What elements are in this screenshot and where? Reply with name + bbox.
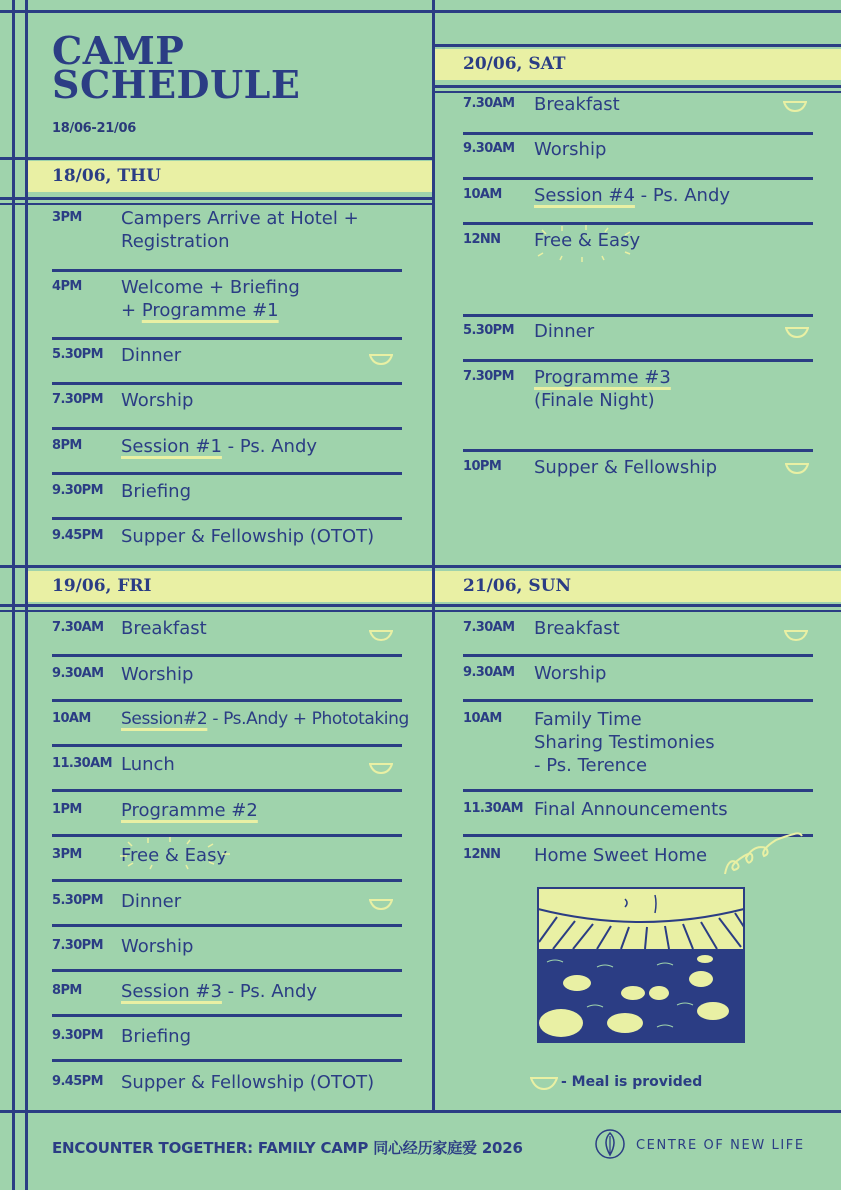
- event: Session #3 - Ps. Andy: [121, 981, 318, 1002]
- event: Worship: [121, 390, 194, 411]
- page-title: CAMP SCHEDULE: [52, 28, 301, 107]
- grid-line: [0, 610, 841, 612]
- row-separator: [52, 269, 402, 272]
- event: Supper & Fellowship: [534, 457, 718, 478]
- event: Briefing: [121, 1026, 191, 1047]
- row-separator: [52, 382, 402, 385]
- event: Session #4 - Ps. Andy: [534, 185, 731, 206]
- time: 9.30PM: [52, 483, 103, 498]
- bowl-icon: [369, 629, 393, 641]
- event: Session#2 - Ps.Andy + Phototaking: [121, 709, 409, 729]
- grid-line: [0, 157, 432, 160]
- time: 10AM: [52, 711, 91, 726]
- grid-line: [0, 203, 432, 205]
- row-separator: [463, 789, 813, 792]
- grid-line: [0, 10, 841, 13]
- time: 12NN: [463, 232, 501, 247]
- time: 9.30AM: [52, 666, 104, 681]
- bowl-icon: [530, 1076, 558, 1090]
- time: 4PM: [52, 279, 82, 294]
- row-separator: [52, 654, 402, 657]
- time: 5.30PM: [52, 347, 103, 362]
- time: 10AM: [463, 187, 502, 202]
- time: 5.30PM: [52, 893, 103, 908]
- time: 8PM: [52, 438, 82, 453]
- event: Worship: [121, 664, 194, 685]
- time: 9.45PM: [52, 528, 103, 543]
- time: 10AM: [463, 711, 502, 726]
- event: Supper & Fellowship (OTOT): [121, 1072, 375, 1093]
- row-separator: [52, 789, 402, 792]
- event: Lunch: [121, 754, 175, 775]
- sparkle-icon: [118, 834, 233, 872]
- row-separator: [463, 132, 813, 135]
- event: Session #1 - Ps. Andy: [121, 436, 318, 457]
- day-label-sat: 20/06, SAT: [463, 54, 566, 74]
- event: Home Sweet Home: [534, 845, 708, 866]
- time: 11.30AM: [52, 756, 112, 771]
- grid-line: [435, 44, 841, 47]
- row-separator: [52, 969, 402, 972]
- event: Welcome + Briefing + Programme #1: [121, 277, 300, 321]
- row-separator: [463, 654, 813, 657]
- meal-legend: - Meal is provided: [561, 1074, 703, 1090]
- row-separator: [52, 879, 402, 882]
- event: Supper & Fellowship (OTOT): [121, 526, 375, 547]
- event: Breakfast: [534, 94, 620, 115]
- day-label-sun: 21/06, SUN: [463, 576, 572, 596]
- sunrise-illustration: [537, 887, 745, 1043]
- row-separator: [52, 337, 402, 340]
- leaf-logo-icon: [594, 1128, 626, 1160]
- day-label-fri: 19/06, FRI: [52, 576, 152, 596]
- event: Dinner: [121, 345, 182, 366]
- grid-line: [0, 565, 841, 568]
- time: 3PM: [52, 847, 82, 862]
- time: 9.45PM: [52, 1074, 103, 1089]
- time: 7.30PM: [463, 369, 514, 384]
- grid-line: [0, 604, 841, 607]
- time: 10PM: [463, 459, 502, 474]
- bowl-icon: [783, 100, 807, 112]
- row-separator: [463, 177, 813, 180]
- time: 7.30AM: [463, 620, 515, 635]
- event: Breakfast: [534, 618, 620, 639]
- time: 12NN: [463, 847, 501, 862]
- row-separator: [52, 427, 402, 430]
- grid-line: [432, 0, 435, 1112]
- event: Dinner: [121, 891, 182, 912]
- day-label-thu: 18/06, THU: [52, 166, 161, 186]
- time: 7.30PM: [52, 938, 103, 953]
- grid-line: [0, 197, 432, 200]
- bowl-icon: [784, 629, 808, 641]
- event: Free & Easy: [534, 230, 641, 251]
- row-separator: [52, 1014, 402, 1017]
- time: 11.30AM: [463, 801, 523, 816]
- time: 9.30PM: [52, 1028, 103, 1043]
- bowl-icon: [369, 762, 393, 774]
- time: 8PM: [52, 983, 82, 998]
- event: Programme #2: [121, 800, 258, 821]
- time: 7.30AM: [52, 620, 104, 635]
- time: 9.30AM: [463, 665, 515, 680]
- event: Dinner: [534, 321, 595, 342]
- row-separator: [463, 699, 813, 702]
- swirl-icon: [722, 828, 804, 878]
- row-separator: [52, 517, 402, 520]
- event: Campers Arrive at Hotel + Registration: [121, 208, 359, 252]
- footer-title: ENCOUNTER TOGETHER: FAMILY CAMP 同心经历家庭爱 2026: [52, 1139, 523, 1157]
- row-separator: [463, 359, 813, 362]
- time: 7.30AM: [463, 96, 515, 111]
- grid-line: [435, 85, 841, 88]
- grid-line: [435, 91, 841, 93]
- event: Worship: [534, 663, 607, 684]
- event: Breakfast: [121, 618, 207, 639]
- row-separator: [52, 472, 402, 475]
- date-range: 18/06-21/06: [52, 121, 136, 136]
- row-separator: [52, 744, 402, 747]
- row-separator: [52, 699, 402, 702]
- time: 7.30PM: [52, 392, 103, 407]
- organization-name: CENTRE OF NEW LIFE: [636, 1138, 805, 1153]
- bowl-icon: [369, 898, 393, 910]
- bowl-icon: [785, 462, 809, 474]
- row-separator: [463, 314, 813, 317]
- event: Free & Easy: [121, 845, 228, 866]
- event: Worship: [121, 936, 194, 957]
- time: 3PM: [52, 210, 82, 225]
- grid-line: [12, 0, 15, 1190]
- event: Programme #3 (Finale Night): [534, 367, 671, 411]
- time: 5.30PM: [463, 323, 514, 338]
- event: Briefing: [121, 481, 191, 502]
- row-separator: [52, 924, 402, 927]
- time: 1PM: [52, 802, 82, 817]
- bowl-icon: [785, 326, 809, 338]
- event: Family Time Sharing Testimonies - Ps. Terence: [534, 709, 715, 776]
- grid-line: [0, 1110, 841, 1113]
- event: Final Announcements: [534, 799, 728, 820]
- row-separator: [463, 449, 813, 452]
- event: Worship: [534, 139, 607, 160]
- sparkle-icon: [530, 222, 645, 264]
- bowl-icon: [369, 353, 393, 365]
- row-separator: [52, 1059, 402, 1062]
- time: 9.30AM: [463, 141, 515, 156]
